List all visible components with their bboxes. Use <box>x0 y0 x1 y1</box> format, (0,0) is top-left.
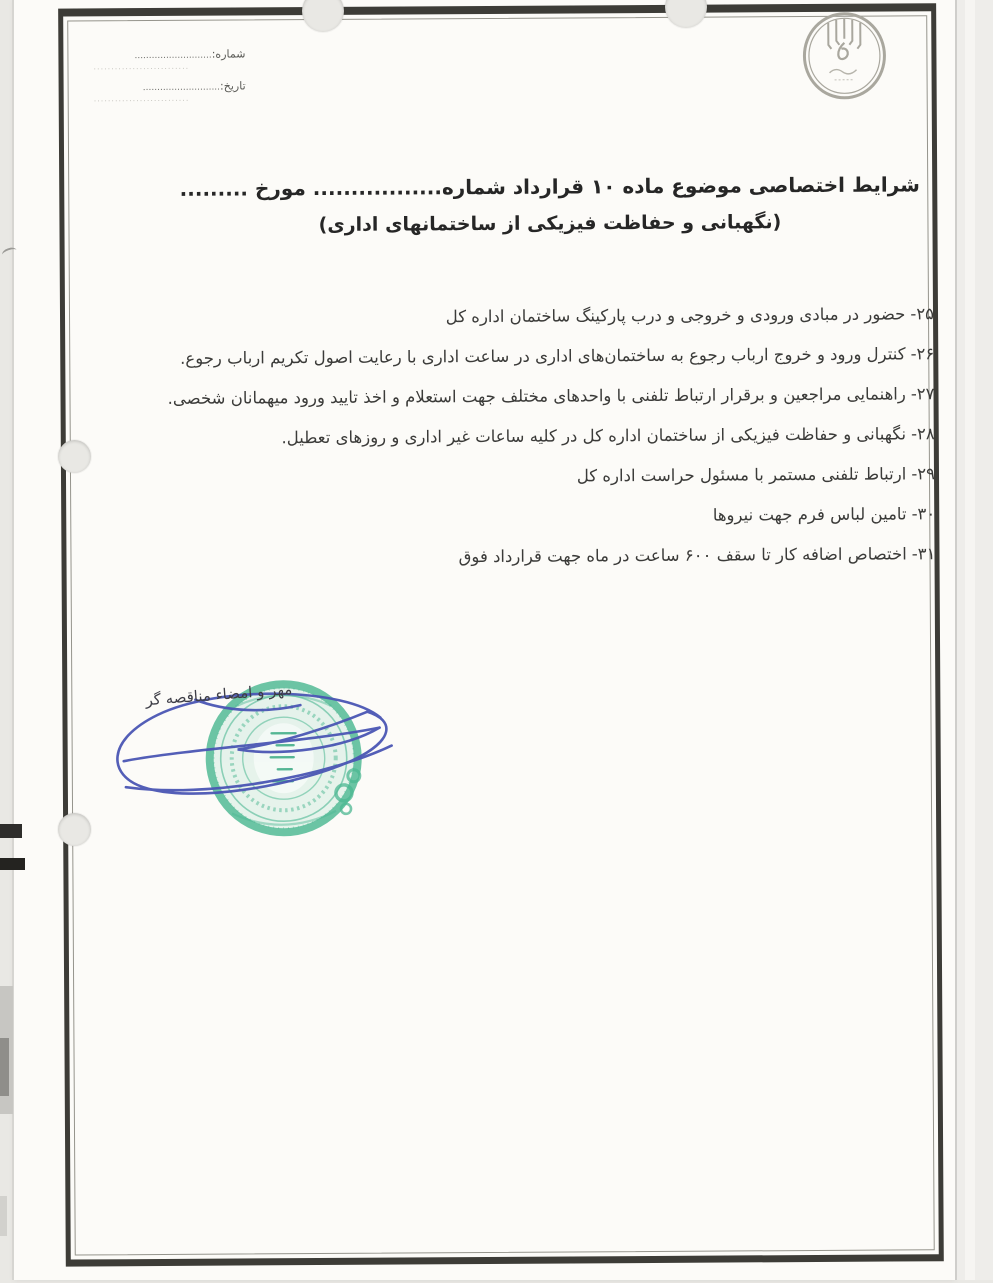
clause-26-number: ۲۶- <box>910 344 935 364</box>
clause-31 <box>93 534 935 579</box>
header-fields <box>93 47 245 112</box>
clause-30 <box>93 494 935 539</box>
scan-artifact <box>0 1038 9 1096</box>
clause-28-number: ۲۸- <box>910 424 935 444</box>
clause-27-number: ۲۷- <box>910 384 935 404</box>
number-label: شماره: <box>211 47 246 61</box>
document-title <box>161 167 938 246</box>
clause-29-text: ارتباط تلفنی مستمر با مسئول حراست اداره کل <box>576 464 907 486</box>
organization-emblem-icon <box>794 9 895 102</box>
clause-26 <box>92 334 934 379</box>
punch-hole-left-lower <box>58 813 91 846</box>
scanned-paper <box>14 0 955 1280</box>
title-line-2: (نگهبانی و حفاظت فیزیکی از ساختمانهای اداری) <box>318 211 782 237</box>
green-round-stamp <box>209 684 360 833</box>
clause-27 <box>92 374 934 419</box>
clause-26-text: کنترل ورود و خروج ارباب رجوع به ساختمان‌های اداری در ساعت اداری با رعایت اصول تکریم ارباب رجوع. <box>180 344 906 368</box>
clause-31-text: اختصاص اضافه کار تا سقف ۶۰۰ ساعت در ماه جهت قرارداد فوق <box>458 544 907 567</box>
scan-artifact <box>0 858 25 870</box>
clause-29 <box>93 454 935 499</box>
scan-artifact <box>0 1196 7 1236</box>
clause-29-number: ۲۹- <box>911 464 936 484</box>
date-label: تاریخ: <box>219 79 246 93</box>
title-line-1: شرایط اختصاصی موضوع ماده ۱۰ قرارداد شماره................. مورخ ......... <box>179 172 920 201</box>
clause-31-number: ۳۱- <box>911 544 936 564</box>
date-dots: ........................... <box>142 82 221 94</box>
date-dots-faint: ........................... <box>93 93 190 104</box>
clause-25-text: حضور در مبادی ورودی و خروجی و درب پارکینگ ساختمان اداره کل <box>445 304 906 327</box>
number-dots: ........................... <box>134 50 212 62</box>
clause-30-text: تامین لباس فرم جهت نیروها <box>712 504 907 525</box>
stamp-caption-handwriting: مهر و امضاء مناقصه گر <box>144 680 293 710</box>
clause-27-text: راهنمایی مراجعین و برقرار ارتباط تلفنی با واحدهای مختلف جهت استعلام و اخذ تایید ورود میهمانان شخصی. <box>167 384 906 408</box>
clause-28 <box>93 414 935 459</box>
scan-artifact <box>0 824 22 838</box>
clause-28-text: نگهبانی و حفاظت فیزیکی از ساختمان اداره کل در کلیه ساعات غیر اداری و روزهای تعطیل. <box>281 424 907 448</box>
clause-list <box>92 294 936 579</box>
clause-25 <box>92 294 934 339</box>
scan-background-right <box>957 0 993 1280</box>
punch-hole-left-upper <box>58 440 91 473</box>
clause-30-number: ۳۰- <box>911 504 936 524</box>
stamp-and-signature <box>95 660 426 862</box>
clause-25-number: ۲۵- <box>910 304 935 324</box>
document-content <box>10 0 959 1283</box>
number-dots-faint: ........................... <box>93 61 190 72</box>
